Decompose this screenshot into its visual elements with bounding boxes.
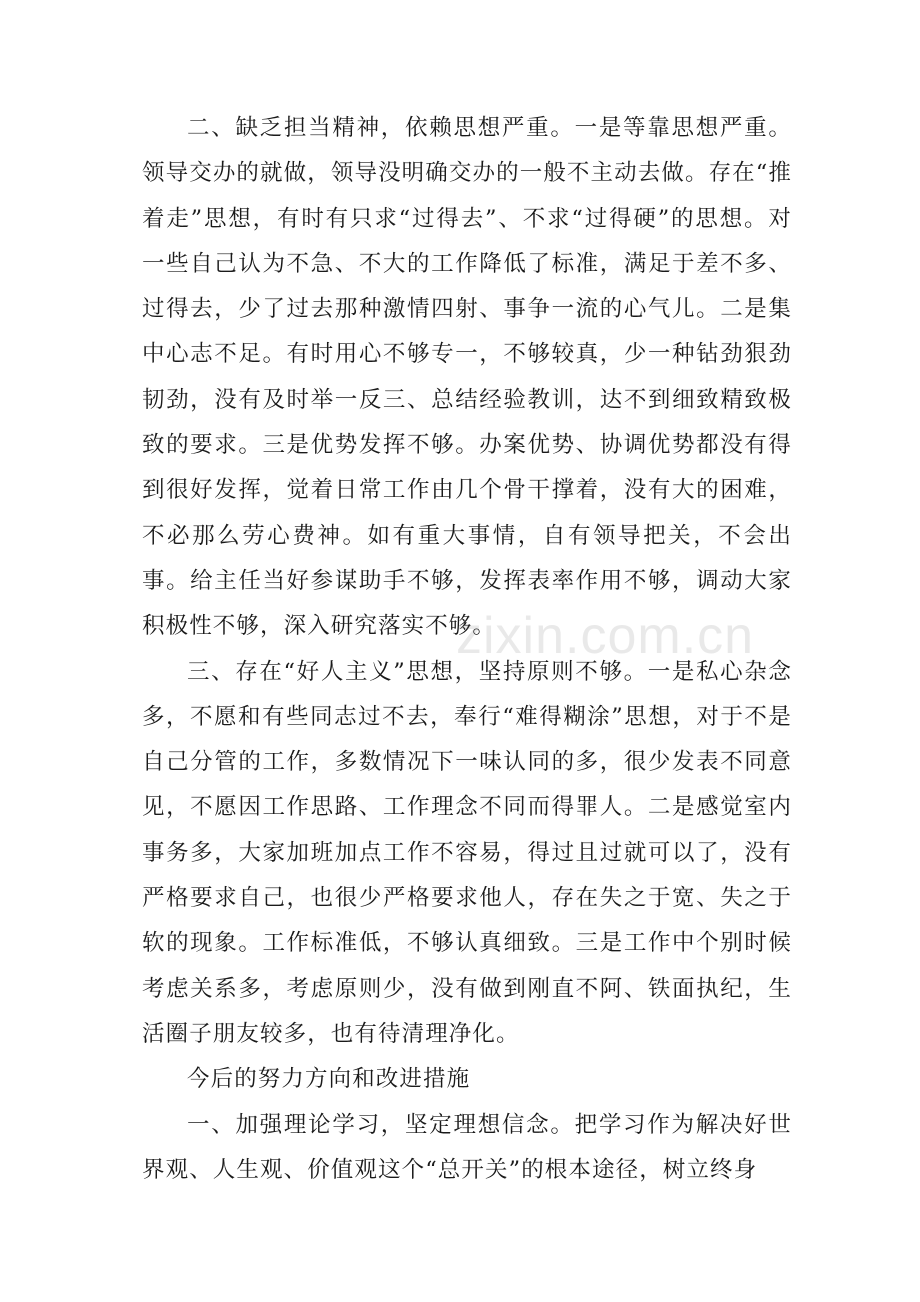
document-page [142, 106, 792, 1193]
section-heading: 今后的努力方向和改进措施 [187, 1066, 471, 1093]
paragraph-2: 二、缺乏担当精神，依赖思想严重。一是等靠思想严重。领导交办的就做，领导没明确交办的一般不主动去做。存在“推着走”思想，有时有只求“过得去”、不求“过得硬”的思想。对一些自己认为不急、不大的工作降低了标准，满足于差不多、过得去，少了过去那种激情四射、事争一流的心气儿。二是集中心志不足。有时用心不够专一，不够较真，少一种钻劲狠劲韧劲，没有及时举一反三、总结经验教训，达不到细致精致极致的要求。三是优势发挥不够。办案优势、协调优势都没有得到很好发挥，觉着日常工作由几个骨干撑着，没有大的困难，不必那么劳心费神。如有重大事情，自有领导把关，不会出事。给主任当好参谋助手不够，发挥表率作用不够，调动大家积极性不够，深入研究落实不够。 [142, 115, 792, 640]
paragraph-measures-1: 一、加强理论学习，坚定理想信念。把学习作为解决好世界观、人生观、价值观这个“总开关”的根本途径，树立终身 [142, 1111, 792, 1183]
watermark: zixin.com.cn [456, 607, 755, 665]
paragraph-3: 三、存在“好人主义”思想，坚持原则不够。一是私心杂念多，不愿和有些同志过不去，奉行“难得糊涂”思想，对于不是自己分管的工作，多数情况下一味认同的多，很少发表不同意见，不愿因工作思路、工作理念不同而得罪人。二是感觉室内事务多，大家加班加点工作不容易，得过且过就可以了，没有严格要求自己，也很少严格要求他人，存在失之于宽、失之于软的现象。工作标准低，不够认真细致。三是工作中个别时候考虑关系多，考虑原则少，没有做到刚直不阿、铁面执纪，生活圈子朋友较多，也有待清理净化。 [142, 658, 792, 1047]
